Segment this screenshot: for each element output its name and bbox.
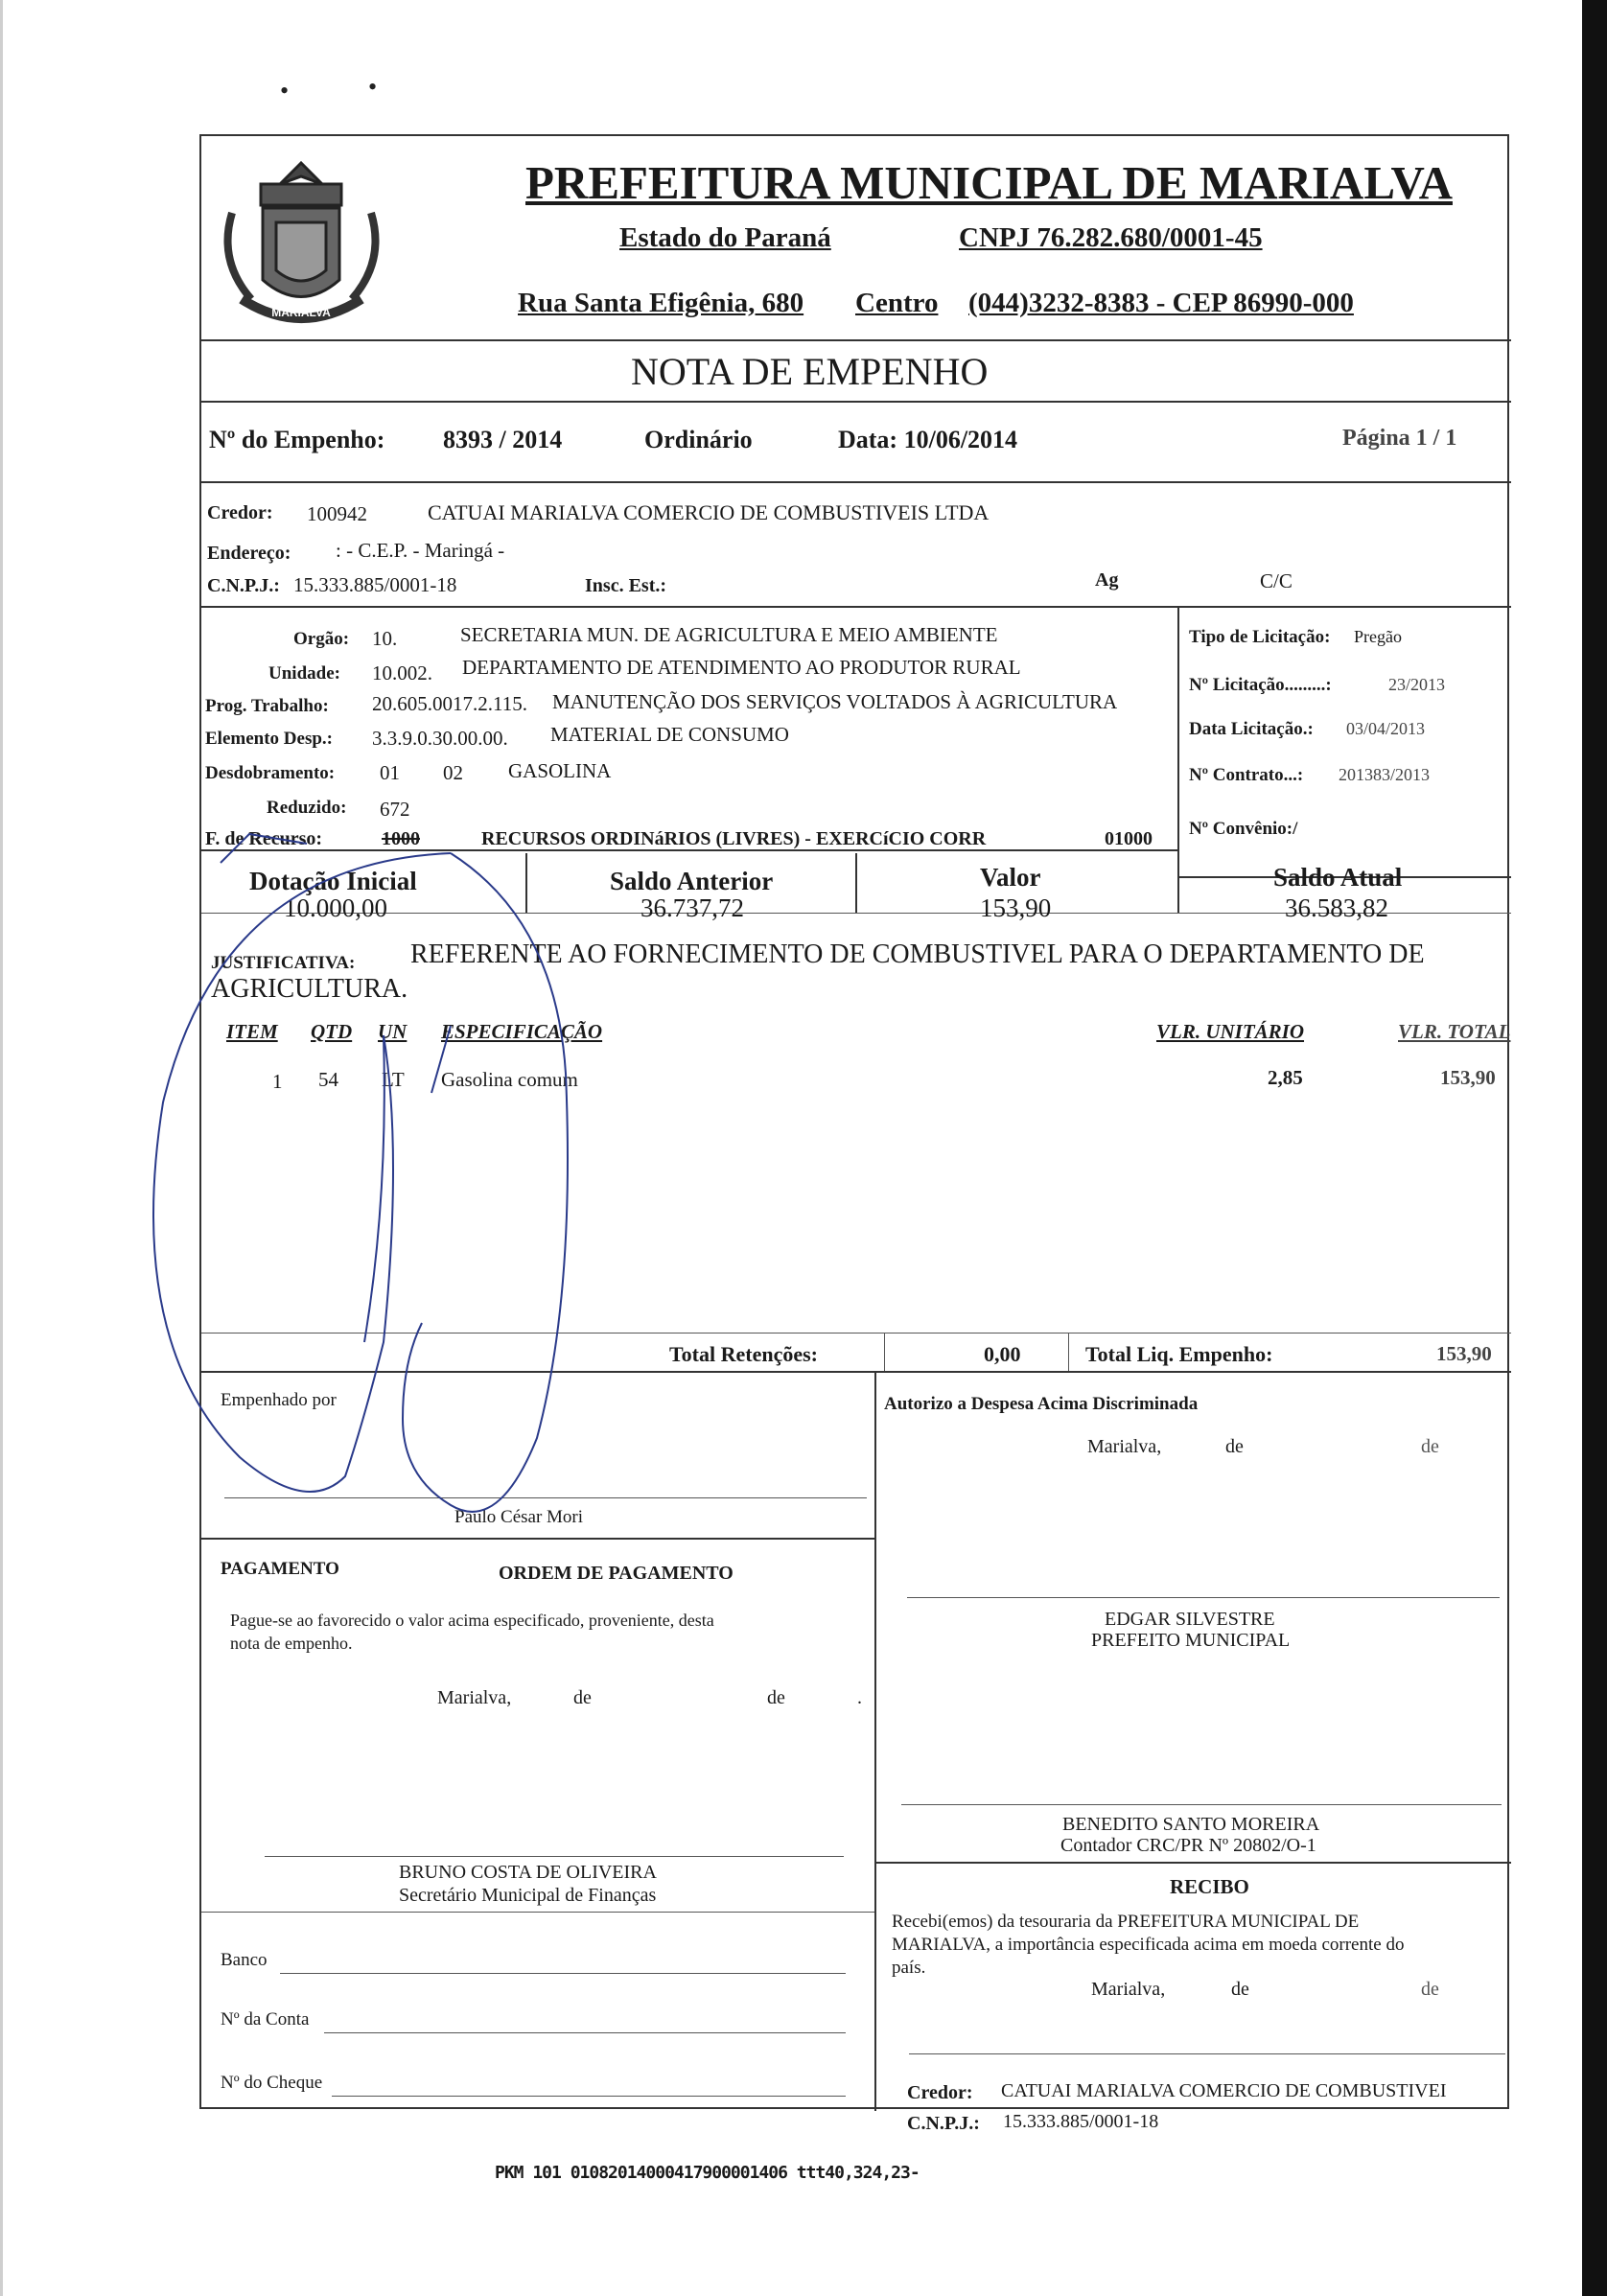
pagamento-label: PAGAMENTO — [221, 1559, 339, 1579]
recurso-name: RECURSOS ORDINáRIOS (LIVRES) - EXERCíCIO CORR — [481, 828, 987, 849]
desdobramento-b: 02 — [443, 761, 463, 784]
liquido-value: 153,90 — [1436, 1342, 1492, 1365]
elemento-code: 3.3.9.0.30.00.00. — [372, 727, 508, 750]
recibo-text-line2: MARIALVA, a importância especificada acima em moeda corrente do — [892, 1935, 1405, 1955]
col-item-header: ITEM — [226, 1020, 278, 1043]
item-number: 1 — [272, 1070, 283, 1093]
licitacao-number-value: 23/2013 — [1388, 675, 1446, 694]
orgao-name: SECRETARIA MUN. DE AGRICULTURA E MEIO AMBIENTE — [460, 623, 998, 646]
credor-address: : - C.E.P. - Maringá - — [336, 539, 505, 562]
elemento-name: MATERIAL DE CONSUMO — [550, 723, 789, 746]
pagamento-de-2: de — [767, 1687, 785, 1708]
footer-code: PKM 101 01082014000417900001406 ttt40,324,23- — [495, 2163, 920, 2183]
banco-label: Banco — [221, 1950, 268, 1970]
secretario-name: BRUNO COSTA DE OLIVEIRA — [399, 1862, 657, 1883]
conta-label: Nº da Conta — [221, 2009, 310, 2029]
justificativa-text-line1: REFERENTE AO FORNECIMENTO DE COMBUSTIVEL PARA O DEPARTAMENTO DE — [410, 939, 1425, 969]
orgao-label: Orgão: — [293, 629, 350, 649]
col-un-header: UN — [378, 1020, 408, 1043]
municipal-crest-icon — [213, 155, 390, 337]
valor-value: 153,90 — [980, 893, 1052, 922]
desdobramento-label: Desdobramento: — [205, 763, 336, 783]
unidade-label: Unidade: — [268, 663, 340, 684]
account-label: C/C — [1260, 569, 1293, 592]
desdobramento-a: 01 — [380, 761, 400, 784]
credor-code: 100942 — [307, 502, 367, 525]
pagamento-text-line1: Pague-se ao favorecido o valor acima especificado, proveniente, desta — [230, 1611, 714, 1630]
recurso-number: 01000 — [1105, 828, 1153, 849]
pagamento-dot: . — [857, 1687, 862, 1708]
unidade-name: DEPARTAMENTO DE ATENDIMENTO AO PRODUTOR RURAL — [462, 656, 1021, 679]
recibo-credor-label: Credor: — [907, 2082, 973, 2103]
liquido-label: Total Liq. Empenho: — [1085, 1342, 1273, 1366]
licitacao-tipo-label: Tipo de Licitação: — [1189, 627, 1331, 647]
empenho-number-label: Nº do Empenho: — [209, 426, 385, 453]
address-label: Rua Santa Efigênia, 680 — [518, 288, 804, 318]
prefeito-role: PREFEITO MUNICIPAL — [1091, 1630, 1291, 1651]
recibo-cnpj: 15.333.885/0001-18 — [1003, 2111, 1159, 2132]
retencoes-value: 0,00 — [984, 1342, 1021, 1366]
col-spec-header: ESPECIFICAÇÃO — [441, 1020, 603, 1043]
credor-name: CATUAI MARIALVA COMERCIO DE COMBUSTIVEIS LTDA — [428, 500, 990, 524]
empenho-type: Ordinário — [644, 426, 753, 453]
credor-label: Credor: — [207, 502, 273, 523]
recibo-city: Marialva, — [1091, 1979, 1166, 2000]
col-qtd-header: QTD — [311, 1020, 353, 1043]
pagamento-city: Marialva, — [437, 1687, 512, 1708]
reduzido-value: 672 — [380, 798, 410, 821]
empenhado-signer: Paulo César Mori — [454, 1507, 584, 1527]
convenio-label: Nº Convênio:/ — [1189, 819, 1298, 839]
header-cnpj: CNPJ 76.282.680/0001-45 — [959, 222, 1263, 253]
recibo-text-line1: Recebi(emos) da tesouraria da PREFEITURA MUNICIPAL DE — [892, 1912, 1360, 1932]
dotacao-inicial-label: Dotação Inicial — [249, 867, 417, 895]
contador-role: Contador CRC/PR Nº 20802/O-1 — [1060, 1835, 1316, 1856]
prog-trabalho-label: Prog. Trabalho: — [205, 696, 329, 716]
autorizo-city: Marialva, — [1087, 1436, 1162, 1457]
state-label: Estado do Paraná — [619, 222, 831, 253]
empenho-number: 8393 / 2014 — [443, 426, 563, 453]
phone-cep-label: (044)3232-8383 - CEP 86990-000 — [968, 288, 1354, 318]
elemento-label: Elemento Desp.: — [205, 729, 333, 749]
municipality-title: PREFEITURA MUNICIPAL DE MARIALVA — [525, 156, 1453, 209]
recibo-de-1: de — [1231, 1979, 1249, 2000]
saldo-atual-value: 36.583,82 — [1285, 893, 1388, 922]
svg-text:MARIALVA: MARIALVA — [271, 306, 331, 319]
unidade-code: 10.002. — [372, 661, 432, 684]
reduzido-label: Reduzido: — [267, 798, 347, 818]
saldo-anterior-label: Saldo Anterior — [610, 867, 774, 895]
retencoes-label: Total Retenções: — [669, 1342, 818, 1366]
prefeito-name: EDGAR SILVESTRE — [1105, 1609, 1275, 1630]
licitacao-date-value: 03/04/2013 — [1346, 719, 1426, 738]
valor-label: Valor — [980, 863, 1041, 892]
credor-cnpj: 15.333.885/0001-18 — [293, 573, 457, 596]
item-spec: Gasolina comum — [441, 1068, 578, 1091]
contador-name: BENEDITO SANTO MOREIRA — [1062, 1814, 1320, 1835]
cnpj-field-label: C.N.P.J.: — [207, 575, 280, 596]
item-total: 153,90 — [1440, 1066, 1496, 1089]
saldo-atual-label: Saldo Atual — [1273, 863, 1403, 892]
licitacao-tipo-value: Pregão — [1354, 627, 1402, 646]
address-field-label: Endereço: — [207, 543, 291, 564]
recibo-de-2: de — [1421, 1979, 1439, 2000]
item-qty: 54 — [318, 1068, 338, 1091]
agency-label: Ag — [1095, 569, 1119, 591]
autorizo-de-2: de — [1421, 1436, 1439, 1457]
prog-trabalho-name: MANUTENÇÃO DOS SERVIÇOS VOLTADOS À AGRICULTURA — [552, 690, 1118, 713]
contrato-value: 201383/2013 — [1339, 765, 1431, 784]
contrato-label: Nº Contrato...: — [1189, 765, 1304, 785]
licitacao-number-label: Nº Licitação.........: — [1189, 675, 1332, 695]
insc-est-label: Insc. Est.: — [585, 575, 667, 596]
item-unit: LT — [382, 1068, 405, 1091]
recibo-credor-name: CATUAI MARIALVA COMERCIO DE COMBUSTIVEI — [1001, 2080, 1447, 2101]
autorizo-label: Autorizo a Despesa Acima Discriminada — [884, 1394, 1199, 1414]
secretario-role: Secretário Municipal de Finanças — [399, 1885, 657, 1906]
doc-title: NOTA DE EMPENHO — [631, 350, 989, 393]
item-unit-price: 2,85 — [1268, 1066, 1303, 1089]
empenhado-por-label: Empenhado por — [221, 1390, 337, 1410]
justificativa-text-line2: AGRICULTURA. — [211, 974, 408, 1004]
licitacao-date-label: Data Licitação.: — [1189, 719, 1314, 739]
pagamento-text-line2: nota de empenho. — [230, 1634, 353, 1653]
pagamento-de-1: de — [573, 1687, 592, 1708]
recibo-text-line3: país. — [892, 1958, 926, 1978]
page-number: Página 1 / 1 — [1342, 426, 1457, 451]
autorizo-de-1: de — [1225, 1436, 1244, 1457]
justificativa-label: JUSTIFICATIVA: — [211, 953, 356, 973]
desdobramento-name: GASOLINA — [508, 759, 612, 782]
dotacao-inicial-value: 10.000,00 — [284, 893, 387, 922]
col-total-header: VLR. TOTAL — [1398, 1020, 1511, 1043]
saldo-anterior-value: 36.737,72 — [640, 893, 744, 922]
cheque-label: Nº do Cheque — [221, 2073, 323, 2093]
prog-trabalho-code: 20.605.0017.2.115. — [372, 692, 527, 715]
recibo-cnpj-label: C.N.P.J.: — [907, 2113, 980, 2134]
empenho-date: Data: 10/06/2014 — [838, 426, 1018, 453]
ordem-pagamento-label: ORDEM DE PAGAMENTO — [499, 1563, 734, 1584]
recurso-label: F. de Recurso: — [205, 828, 323, 849]
orgao-code: 10. — [372, 627, 398, 650]
recurso-code: 1000 — [382, 828, 420, 849]
district-label: Centro — [855, 288, 939, 318]
nota-de-empenho-form — [199, 134, 1511, 2134]
col-unit-price-header: VLR. UNITÁRIO — [1156, 1020, 1305, 1043]
recibo-title: RECIBO — [1170, 1875, 1249, 1898]
stray-mark: • — [280, 77, 290, 104]
stray-mark: • — [368, 73, 378, 101]
